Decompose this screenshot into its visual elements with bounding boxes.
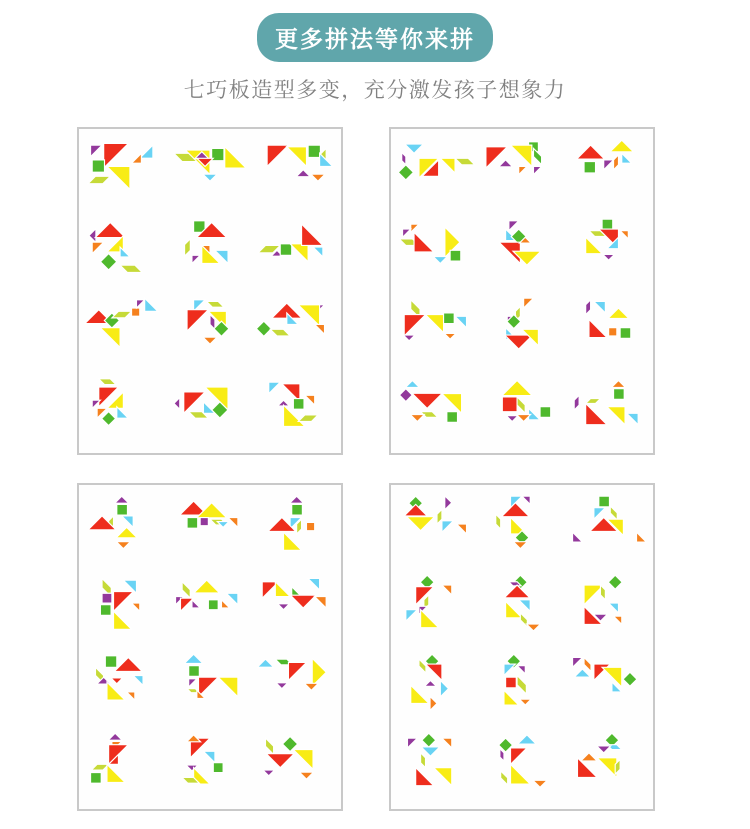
cyan-tangram-piece <box>203 174 217 181</box>
yellow-tangram-piece <box>442 393 462 413</box>
title-badge <box>257 13 493 62</box>
cyan-tangram-piece <box>122 515 133 526</box>
yellow-tangram-piece <box>194 580 220 593</box>
orange-tangram-piece <box>93 242 104 253</box>
red-tangram-piece <box>290 595 316 608</box>
yellow-tangram-piece <box>506 601 522 617</box>
green-tangram-piece <box>422 733 436 747</box>
cyan-tangram-piece <box>518 734 537 743</box>
tangram-figure-chick-house <box>566 217 648 287</box>
lime-tangram-piece <box>120 265 142 272</box>
purple-tangram-piece <box>263 770 275 776</box>
purple-tangram-piece <box>91 145 102 156</box>
cyan-tangram-piece <box>268 382 279 393</box>
green-tangram-piece <box>93 159 105 171</box>
green-tangram-piece <box>623 672 637 686</box>
tangram-figure-cabin <box>481 375 563 445</box>
red-tangram-piece <box>416 767 434 785</box>
cyan-tangram-piece <box>406 380 420 387</box>
purple-tangram-piece <box>289 496 303 503</box>
yellow-tangram-piece <box>107 166 130 189</box>
purple-tangram-piece <box>174 397 180 409</box>
purple-tangram-piece <box>276 682 288 688</box>
red-tangram-piece <box>187 309 208 330</box>
purple-tangram-piece <box>402 152 406 164</box>
orange-tangram-piece <box>117 541 131 548</box>
purple-tangram-piece <box>602 254 614 260</box>
tangram-figure-camel <box>481 217 563 287</box>
red-tangram-piece <box>506 677 517 688</box>
cyan-tangram-piece <box>594 301 605 312</box>
orange-tangram-piece <box>203 337 217 344</box>
cyan-tangram-piece <box>519 599 530 610</box>
green-tangram-piece <box>444 312 455 323</box>
cyan-tangram-piece <box>257 659 273 667</box>
yellow-tangram-piece <box>101 327 121 347</box>
green-tangram-piece <box>608 575 622 589</box>
tangram-figure-strider <box>481 573 563 643</box>
yellow-tangram-piece <box>290 243 308 261</box>
orange-tangram-piece <box>221 599 229 607</box>
red-tangram-piece <box>585 403 606 424</box>
orange-tangram-piece <box>228 517 238 527</box>
purple-tangram-piece <box>192 255 200 263</box>
green-tangram-piece <box>584 161 595 172</box>
lime-tangram-piece <box>501 770 508 784</box>
purple-tangram-piece <box>189 678 197 686</box>
purple-tangram-piece <box>603 159 613 169</box>
lime-tangram-piece <box>88 176 110 183</box>
tangram-figure-zigzag-duck <box>84 296 166 366</box>
orange-tangram-piece <box>127 691 135 699</box>
orange-tangram-piece <box>611 380 625 387</box>
yellow-tangram-piece <box>298 304 319 325</box>
yellow-tangram-piece <box>293 749 313 769</box>
tangram-figure-squirrel <box>396 217 478 287</box>
red-tangram-piece <box>405 314 426 335</box>
title-badge-text: 更多拼法等你来拼 <box>275 26 475 52</box>
orange-tangram-piece <box>519 166 527 174</box>
orange-tangram-piece <box>314 596 325 607</box>
tangram-figure-pecking-bird <box>254 731 336 801</box>
orange-tangram-piece <box>519 699 531 705</box>
tangram-figure-pinwheel-fish <box>84 138 166 208</box>
cyan-tangram-piece <box>621 153 631 163</box>
cyan-tangram-piece <box>626 413 637 424</box>
orange-tangram-piece <box>411 224 419 232</box>
pattern-sheet-bottom-left <box>77 483 343 811</box>
cyan-tangram-piece <box>203 401 214 412</box>
orange-tangram-piece <box>613 616 621 624</box>
pattern-sheets <box>77 127 655 811</box>
tangram-figure-rabbit <box>396 296 478 366</box>
yellow-tangram-piece <box>312 658 326 686</box>
yellow-tangram-piece <box>225 146 246 167</box>
yellow-tangram-piece <box>407 516 435 530</box>
tangram-figure-sailboat <box>169 138 251 208</box>
yellow-tangram-piece <box>608 308 629 318</box>
purple-tangram-piece <box>574 395 579 410</box>
red-tangram-piece <box>115 657 143 671</box>
purple-tangram-piece <box>277 603 289 609</box>
orange-tangram-piece <box>311 174 325 181</box>
purple-tangram-piece <box>109 733 123 740</box>
yellow-tangram-piece <box>286 146 306 166</box>
cyan-tangram-piece <box>226 593 237 604</box>
cyan-tangram-piece <box>455 316 466 327</box>
green-tangram-piece <box>308 145 320 157</box>
tangram-figure-swan <box>254 296 336 366</box>
cyan-tangram-piece <box>422 746 441 755</box>
orange-tangram-piece <box>513 541 527 548</box>
orange-tangram-piece <box>580 752 596 760</box>
tangram-figure-fish <box>254 217 336 287</box>
purple-tangram-piece <box>192 599 200 607</box>
purple-tangram-piece <box>522 496 530 504</box>
tangram-figure-fox <box>396 375 478 445</box>
yellow-tangram-piece <box>275 581 290 596</box>
green-tangram-piece <box>447 411 458 422</box>
red-tangram-piece <box>414 232 434 252</box>
yellow-tangram-piece <box>202 245 220 263</box>
tangram-figure-mountain-boat <box>169 494 251 564</box>
red-tangram-piece <box>576 145 604 159</box>
green-tangram-piece <box>293 398 304 409</box>
green-tangram-piece <box>187 517 198 528</box>
orange-tangram-piece <box>430 696 437 710</box>
cyan-tangram-piece <box>313 247 323 257</box>
red-tangram-piece <box>504 585 530 598</box>
lime-tangram-piece <box>517 396 525 412</box>
green-tangram-piece <box>602 219 613 230</box>
lime-tangram-piece <box>92 764 109 770</box>
red-tangram-piece <box>412 393 442 408</box>
tangram-figure-giraffe <box>481 296 563 366</box>
yellow-tangram-piece <box>504 690 519 705</box>
orange-tangram-piece <box>584 657 591 671</box>
orange-tangram-piece <box>613 154 618 169</box>
pattern-sheet-top-left <box>77 127 343 455</box>
orange-tangram-piece <box>533 780 547 787</box>
red-tangram-piece <box>501 502 529 516</box>
yellow-tangram-piece <box>426 314 444 332</box>
yellow-tangram-piece <box>434 767 452 785</box>
cyan-tangram-piece <box>441 680 449 696</box>
red-tangram-piece <box>199 677 219 697</box>
green-tangram-piece <box>620 327 631 338</box>
red-tangram-piece <box>95 222 125 237</box>
purple-tangram-piece <box>585 299 590 314</box>
tangram-figure-flag-bearer <box>396 652 478 722</box>
cyan-tangram-piece <box>145 298 158 311</box>
tangram-figure-seal <box>84 731 166 801</box>
lime-tangram-piece <box>585 398 600 403</box>
red-tangram-piece <box>589 319 607 337</box>
yellow-tangram-piece <box>585 237 601 253</box>
cyan-tangram-piece <box>308 578 319 589</box>
yellow-tangram-piece <box>502 380 532 395</box>
cyan-tangram-piece <box>405 144 424 153</box>
lime-tangram-piece <box>265 738 273 754</box>
green-tangram-piece <box>101 604 112 615</box>
red-tangram-piece <box>267 145 288 166</box>
cyan-tangram-piece <box>442 520 453 531</box>
yellow-tangram-piece <box>411 685 429 703</box>
green-tangram-piece <box>399 164 414 179</box>
red-tangram-piece <box>111 677 123 683</box>
orange-tangram-piece <box>608 327 616 335</box>
lime-tangram-piece <box>520 612 527 626</box>
yellow-tangram-piece <box>117 527 138 537</box>
tangram-figure-cheering-person <box>396 731 478 801</box>
orange-tangram-piece <box>620 230 628 238</box>
tangram-figure-chimney-house <box>84 652 166 722</box>
purple-tangram-piece <box>506 415 518 421</box>
tangram-figure-flying-bird <box>254 573 336 643</box>
orange-tangram-piece <box>299 772 313 779</box>
red-tangram-piece <box>404 504 427 516</box>
green-tangram-piece <box>117 504 128 515</box>
lime-tangram-piece <box>182 581 190 597</box>
yellow-tangram-piece <box>607 406 625 424</box>
lime-tangram-piece <box>99 378 116 384</box>
cyan-tangram-piece <box>406 609 417 620</box>
red-tangram-piece <box>104 143 129 168</box>
orange-tangram-piece <box>442 738 452 748</box>
yellow-tangram-piece <box>218 677 238 697</box>
cyan-tangram-piece <box>120 247 130 257</box>
orange-tangram-piece <box>306 522 314 530</box>
subtitle-text: 七巧板造型多变，充分激发孩子想象力 <box>183 79 567 102</box>
green-tangram-piece <box>598 496 609 507</box>
tangram-figure-lying-person <box>396 494 478 564</box>
tangram-figure-big-fish <box>169 375 251 445</box>
green-tangram-piece <box>256 321 271 336</box>
red-tangram-piece <box>288 662 306 680</box>
tangram-figure-windmill-house <box>566 375 648 445</box>
lime-tangram-piece <box>185 238 191 255</box>
green-tangram-piece <box>189 665 200 676</box>
yellow-tangram-piece <box>610 140 633 152</box>
cyan-tangram-piece <box>203 751 214 762</box>
orange-tangram-piece <box>457 524 467 534</box>
tangram-figure-swimming-bird <box>254 138 336 208</box>
green-tangram-piece <box>213 762 223 772</box>
green-tangram-piece <box>102 411 116 425</box>
purple-tangram-piece <box>445 495 452 509</box>
green-tangram-piece <box>106 655 117 666</box>
lime-tangram-piece <box>610 506 617 520</box>
tangram-figure-dancer <box>396 573 478 643</box>
purple-tangram-piece <box>533 166 541 174</box>
yellow-tangram-piece <box>511 764 531 784</box>
red-tangram-piece <box>511 747 527 763</box>
pattern-sheet-top-right <box>389 127 655 455</box>
purple-tangram-piece <box>517 665 525 673</box>
red-tangram-piece <box>505 335 533 349</box>
green-tangram-piece <box>540 406 551 417</box>
lime-tangram-piece <box>600 585 605 600</box>
purple-tangram-piece <box>500 748 504 760</box>
yellow-tangram-piece <box>107 682 125 700</box>
tangram-figure-kangaroo <box>169 731 251 801</box>
purple-tangram-piece <box>499 159 513 166</box>
tangram-figure-watchtower <box>566 296 648 366</box>
green-tangram-piece <box>91 772 102 783</box>
tangram-figure-lighthouse <box>254 494 336 564</box>
tangram-figure-carp <box>254 652 336 722</box>
cyan-tangram-piece <box>134 675 144 685</box>
yellow-tangram-piece <box>511 145 532 166</box>
green-tangram-piece <box>450 250 461 261</box>
lime-tangram-piece <box>270 329 290 336</box>
orange-tangram-piece <box>304 683 318 690</box>
tangram-figure-tumbler <box>566 494 648 564</box>
green-tangram-piece <box>280 243 291 254</box>
lime-tangram-piece <box>298 414 318 421</box>
tangram-figure-sitting-duck <box>566 731 648 801</box>
purple-tangram-piece <box>425 680 437 686</box>
green-tangram-piece <box>212 148 224 160</box>
tangram-figure-church <box>84 494 166 564</box>
tangram-figure-bridge <box>169 573 251 643</box>
orange-tangram-piece <box>636 532 646 542</box>
green-tangram-piece <box>291 504 302 515</box>
yellow-tangram-piece <box>511 517 527 533</box>
cyan-tangram-piece <box>434 256 448 263</box>
yellow-tangram-piece <box>597 757 617 777</box>
red-tangram-piece <box>502 396 517 411</box>
orange-tangram-piece <box>132 308 140 316</box>
cyan-tangram-piece <box>504 664 515 675</box>
purple-tangram-piece <box>408 738 418 748</box>
purple-tangram-piece <box>115 496 129 503</box>
orange-tangram-piece <box>411 414 425 421</box>
purple-tangram-piece <box>400 388 413 401</box>
lime-tangram-piece <box>455 158 475 165</box>
orange-tangram-piece <box>314 324 324 334</box>
purple-tangram-piece <box>572 532 582 542</box>
tangram-figure-pigeon <box>169 296 251 366</box>
green-tangram-piece <box>101 253 117 269</box>
purple-tangram-piece <box>509 220 519 230</box>
orange-tangram-piece <box>132 153 142 163</box>
orange-tangram-piece <box>526 623 540 630</box>
tangram-figure-heron <box>84 217 166 287</box>
tangram-figure-runner <box>481 494 563 564</box>
pattern-sheet-bottom-right <box>389 483 655 811</box>
red-tangram-piece <box>266 753 294 767</box>
cyan-tangram-piece <box>184 654 203 663</box>
cyan-tangram-piece <box>608 603 618 613</box>
red-tangram-piece <box>114 591 134 611</box>
tangram-figure-whale <box>396 138 478 208</box>
orange-tangram-piece <box>132 603 140 611</box>
tangram-figure-duckling <box>254 375 336 445</box>
orange-tangram-piece <box>524 298 534 308</box>
lime-tangram-piece <box>437 509 442 524</box>
purple-tangram-piece <box>296 169 310 176</box>
lime-tangram-piece <box>496 514 501 529</box>
green-tangram-piece <box>208 599 218 609</box>
yellow-tangram-piece <box>107 764 125 782</box>
lime-tangram-piece <box>207 301 224 307</box>
orange-tangram-piece <box>442 585 452 595</box>
purple-tangram-piece <box>403 229 411 237</box>
purple-tangram-piece <box>102 593 112 603</box>
purple-tangram-piece <box>572 657 582 667</box>
yellow-tangram-piece <box>441 158 456 173</box>
red-tangram-piece <box>301 224 322 245</box>
orange-tangram-piece <box>445 333 457 339</box>
purple-tangram-piece <box>89 228 96 242</box>
tangram-figure-kicker <box>566 573 648 643</box>
yellow-tangram-piece <box>114 611 132 629</box>
yellow-tangram-piece <box>283 532 301 550</box>
tangram-figure-lookback-duck <box>566 652 648 722</box>
purple-tangram-piece <box>137 299 145 307</box>
tangram-figure-house <box>169 217 251 287</box>
tangram-figure-horse <box>481 138 563 208</box>
purple-tangram-piece <box>404 335 416 341</box>
red-tangram-piece <box>426 664 442 680</box>
purple-tangram-piece <box>596 745 610 752</box>
lime-tangram-piece <box>421 752 426 767</box>
tangram-figure-crouching-cat <box>481 652 563 722</box>
green-tangram-piece <box>613 388 624 399</box>
lime-tangram-piece <box>517 675 526 694</box>
tangram-figure-cottage <box>84 573 166 643</box>
tangram-figure-rooster <box>84 375 166 445</box>
tangram-figure-house-arrow <box>566 138 648 208</box>
tangram-figure-sprinter <box>481 731 563 801</box>
purple-tangram-piece <box>200 517 208 525</box>
red-tangram-piece <box>184 391 205 412</box>
lime-tangram-piece <box>112 311 132 318</box>
yellow-tangram-piece <box>421 609 439 627</box>
orange-tangram-piece <box>304 395 314 405</box>
cyan-tangram-piece <box>574 668 590 676</box>
tangram-figure-goose-tower <box>169 652 251 722</box>
